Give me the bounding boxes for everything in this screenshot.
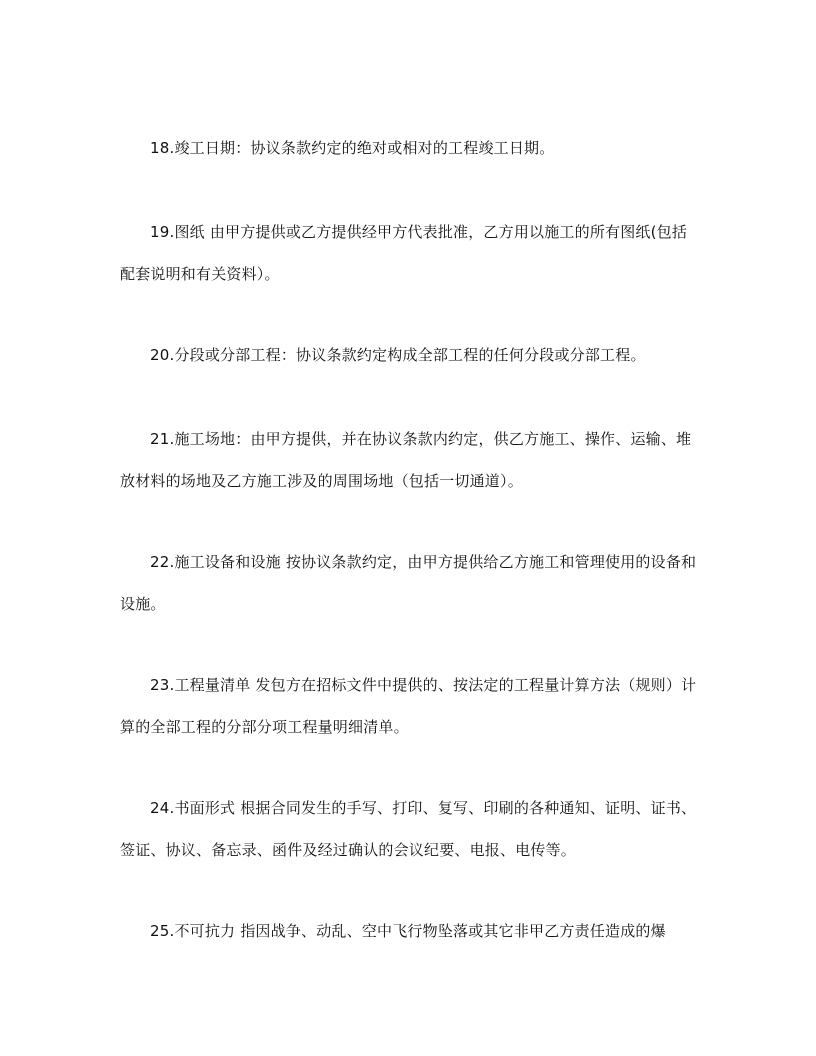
paragraph-25-force-majeure: 25.不可抗力 指因战争、动乱、空中飞行物坠落或其它非甲乙方责任造成的爆 xyxy=(150,922,666,940)
paragraph-23-bill-of-quantities: 23.工程量清单 发包方在招标文件中提供的、按法定的工程量计算方法（规则）计算的全部工程的分部分项工程量明细清单。 xyxy=(120,676,697,736)
paragraph-21-construction-site: 21.施工场地：由甲方提供，并在协议条款内约定，供乙方施工、操作、运输、堆放材料的场地及乙方施工涉及的周围场地（包括一切通道）。 xyxy=(120,430,692,490)
paragraph-20-sections: 20.分段或分部工程：协议条款约定构成全部工程的任何分段或分部工程。 xyxy=(150,346,646,364)
paragraph-18-completion-date: 18.竣工日期：协议条款约定的绝对或相对的工程竣工日期。 xyxy=(150,139,555,157)
paragraph-24-written-form: 24.书面形式 根据合同发生的手写、打印、复写、印刷的各种通知、证明、证书、签证、协议、备忘录、函件及经过确认的会议纪要、电报、电传等。 xyxy=(120,799,697,859)
paragraph-22-equipment: 22.施工设备和设施 按协议条款约定，由甲方提供给乙方施工和管理使用的设备和设施。 xyxy=(120,553,697,613)
paragraph-19-drawings: 19.图纸 由甲方提供或乙方提供经甲方代表批准，乙方用以施工的所有图纸(包括配套说明和有关资料）。 xyxy=(120,223,688,283)
